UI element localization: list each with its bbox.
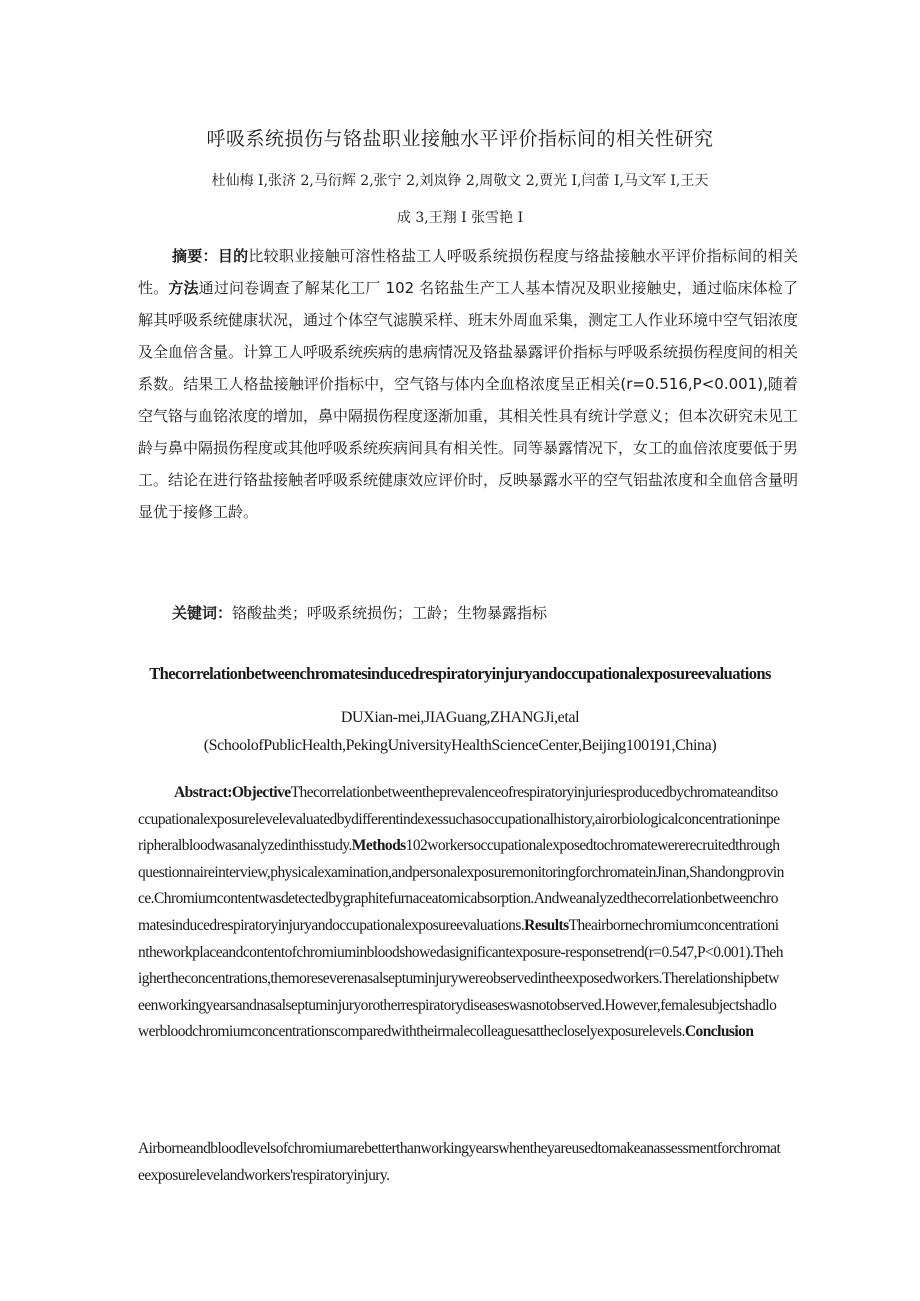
chinese-keywords (172, 602, 812, 623)
abstract-objective-label: 摘要：目的 (172, 247, 249, 265)
author-list-line-2: 成 3,王翔 I 张雪艳 I (396, 210, 524, 226)
keywords-label: 关键词： (172, 604, 233, 622)
paper-title: 呼吸系统损伤与铬盐职业接触水平评价指标间的相关性研究 (206, 128, 714, 150)
en-abstract-conclusion-label: Conclusion (684, 1023, 754, 1041)
en-abstract-objective-label: Abstract:Objective (174, 784, 291, 801)
en-abstract-results-label: Results (524, 916, 569, 934)
english-authors: DUXian-mei,JIAGuang,ZHANGJi,etal (340, 709, 580, 726)
english-conclusion: Airborneandbloodlevelsofchromiumarebetterthanworkingyearswhentheyareusedtomakeanassessmentforchromateexposurelevelandworkers'respiratoryinjury. (138, 1140, 781, 1184)
en-abstract-results-text: Theairbornechromiumconcentrationintheworkplaceandcontentofchromiuminbloodshowedasignificantexposure-responsetrend(r=0.547,P<0.001).Thehighertheconcentrations,themoreseverenasalseptuminjurywereobservedintheexposedworkers.Therelationshipbetweenworkingyearsandnasalseptuminjuryorotherrespiratorydiseaseswasnotobserved.However,femalesubjectshadlowerbloodchromiumconcentrationscomparedwiththeirmalecolleaguesatthecloselyexposurelevels. (138, 916, 783, 1041)
author-list-line-1: 杜仙梅 I,张济 2,马衍辉 2,张宁 2,刘岚铮 2,周敬文 2,贾光 I,闫蕾 I,马文军 I,王天 (211, 173, 709, 189)
abstract-objective-text: 比较职业接触可溶性格盐工人呼吸系统损伤程度与络盐接触水平评价指标间的相关性。 (138, 247, 798, 297)
abstract-methods-text: 通过问卷调查了解某化工厂 102 名铭盐生产工人基本情况及职业接触史，通过临床体检了解其呼吸系统健康状况，通过个体空气滤膜采样、班末外周血采集，测定工人作业环境中空气铝浓度及全血倍含量。计算工人呼吸系统疾病的患病情况及铬盐暴露评价指标与呼吸系统损伤程度间的相关系数。结果工人格盐接触评价指标中，空气铬与体内全血格浓度呈正相关(r=0.516,P<0.001),随着空气铬与血铭浓度的增加，鼻中隔损伤程度逐渐加重，其相关性具有统计学意义；但本次研究未见工龄与鼻中隔损伤程度或其他呼吸系统疾病间具有相关性。同等暴露情况下，女工的血倍浓度要低于男工。结论在进行铬盐接触者呼吸系统健康效应评价时，反映暴露水平的空气铝盐浓度和全血倍含量明显优于接修工龄。 (138, 279, 799, 521)
abstract-methods-label: 方法 (168, 279, 199, 297)
en-abstract-methods-label: Methods (351, 837, 406, 855)
english-affiliation: (SchoolofPublicHealth,PekingUniversityHealthScienceCenter,Beijing100191,China) (203, 737, 717, 754)
english-title: Thecorrelationbetweenchromatesinducedrespiratoryinjuryandoccupationalexposureevaluations (149, 664, 771, 683)
keywords-text: 铬酸盐类；呼吸系统损伤；工龄；生物暴露指标 (232, 604, 548, 622)
en-abstract-objective-text: Thecorrelationbetweentheprevalenceofrespiratoryinjuriesproducedbychromateanditsoccupationalexposurelevelevaluatedbydifferentindexessuchasoccupationalhistory,airorbiologicalconcentrationinperipheralbloodwasanalyzedinthisstudy. (138, 784, 780, 855)
chinese-abstract (138, 240, 798, 528)
english-abstract (138, 780, 784, 1046)
en-abstract-methods-text: 102workersoccupationalexposedtochromatewererecruitedthroughquestionnaireinterview,physicalexamination,andpersonalexposuremonitoringforchromateinJinan,Shandongprovince.Chromiumcontentwasdetectedbygraphitefurnaceatomicabsorption.Andweanalyzedthecorrelationbetweenchromatesinducedrespiratoryinjuryandoccupationalexposureevaluations. (138, 837, 784, 934)
